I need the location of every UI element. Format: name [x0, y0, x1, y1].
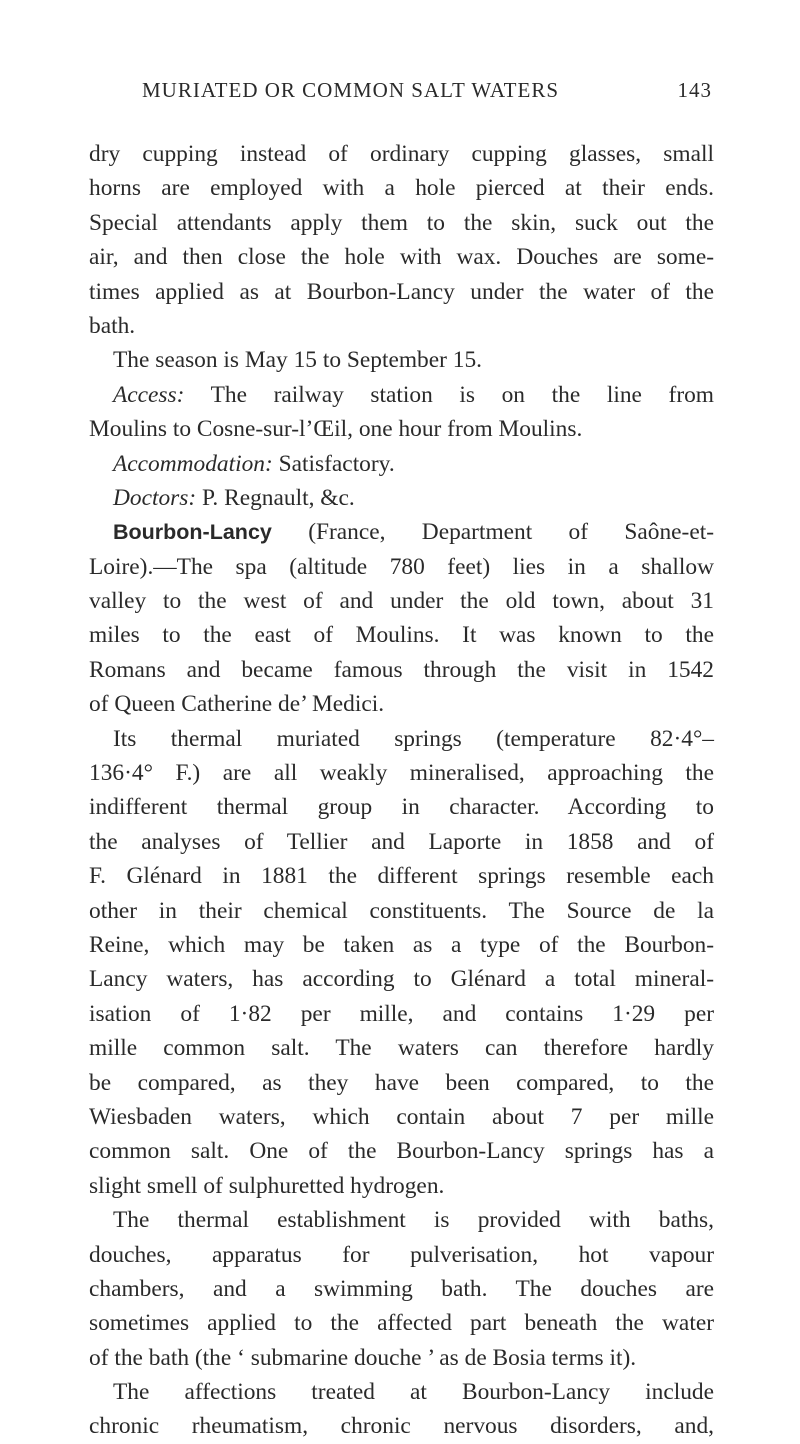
text-line: slight smell of sulphuretted hydrogen.: [89, 1172, 445, 1199]
section-label-access: Access:: [113, 381, 185, 408]
text-line: chronic rheumatism, chronic nervous disorders, and,: [89, 1413, 714, 1440]
text-line: air, and then close the hole with wax. Douches are some-: [89, 244, 714, 271]
text-line: Wiesbaden waters, which contain about 7 per mille: [89, 1103, 714, 1130]
body-text: [89, 137, 714, 1444]
text-line: the analyses of Tellier and Laporte in 1858 and of: [89, 828, 714, 855]
text-line: Bourbon-Lancy (France, Department of Saône-et-: [113, 519, 714, 546]
text-line: Doctors: P. Regnault, &c.: [113, 484, 355, 511]
text-line: indifferent thermal group in character. According to: [89, 794, 714, 821]
text-line: Access: The railway station is on the line from: [113, 381, 714, 408]
text-line: Special attendants apply them to the skin, suck out the: [89, 209, 714, 236]
text-line: The season is May 15 to September 15.: [113, 347, 482, 374]
text-line: sometimes applied to the affected part beneath the water: [89, 1310, 714, 1337]
running-head-title: MURIATED OR COMMON SALT WATERS: [142, 78, 560, 102]
page-number: 143: [677, 78, 712, 102]
text-line: 136·4° F.) are all weakly mineralised, approaching the: [89, 760, 714, 787]
text-line: Moulins to Cosne-sur-l’Œil, one hour from Moulins.: [89, 416, 583, 443]
text-line: dry cupping instead of ordinary cupping glasses, small: [89, 141, 714, 167]
text-line: Its thermal muriated springs (temperature 82·4°–: [113, 725, 714, 752]
text-line: of the bath (the ‘ submarine douche ’ as de Bosia terms it).: [89, 1344, 637, 1371]
text-line: Accommodation: Satisfactory.: [113, 450, 395, 477]
text-line: Loire).—The spa (altitude 780 feet) lies in a shallow: [89, 553, 714, 580]
text-line: mille common salt. The waters can therefore hardly: [89, 1035, 714, 1062]
text-line: isation of 1·82 per mille, and contains 1·29 per: [89, 1000, 714, 1027]
text-line: of Queen Catherine de’ Medici.: [89, 691, 385, 718]
text-line: miles to the east of Moulins. It was known to the: [89, 622, 714, 649]
running-head: [142, 78, 712, 108]
text-line: valley to the west of and under the old town, about 31: [89, 588, 714, 615]
entry-heading: Bourbon-Lancy: [113, 520, 272, 545]
text-line: common salt. One of the Bourbon-Lancy springs has a: [89, 1138, 714, 1165]
section-label-doctors: Doctors:: [113, 484, 197, 511]
text-line: Romans and became famous through the visit in 1542: [89, 656, 714, 683]
text-line: F. Glénard in 1881 the different springs resemble each: [89, 863, 714, 890]
text-line: chambers, and a swimming bath. The douches are: [89, 1275, 714, 1302]
text-line: times applied as at Bourbon-Lancy under the water of the: [89, 278, 714, 305]
text-line: Reine, which may be taken as a type of the Bourbon-: [89, 931, 714, 958]
text-line: The affections treated at Bourbon-Lancy include: [113, 1379, 714, 1406]
text-line: Lancy waters, has according to Glénard a total mineral-: [89, 966, 714, 993]
section-label-accommodation: Accommodation:: [113, 450, 273, 477]
text-line: The thermal establishment is provided with baths,: [113, 1207, 714, 1234]
text-line: other in their chemical constituents. The Source de la: [89, 897, 714, 924]
text-line: douches, apparatus for pulverisation, hot vapour: [89, 1241, 714, 1268]
text-line: be compared, as they have been compared, to the: [89, 1069, 714, 1096]
text-line: horns are employed with a hole pierced at their ends.: [89, 175, 714, 202]
text-line: bath.: [89, 312, 136, 339]
